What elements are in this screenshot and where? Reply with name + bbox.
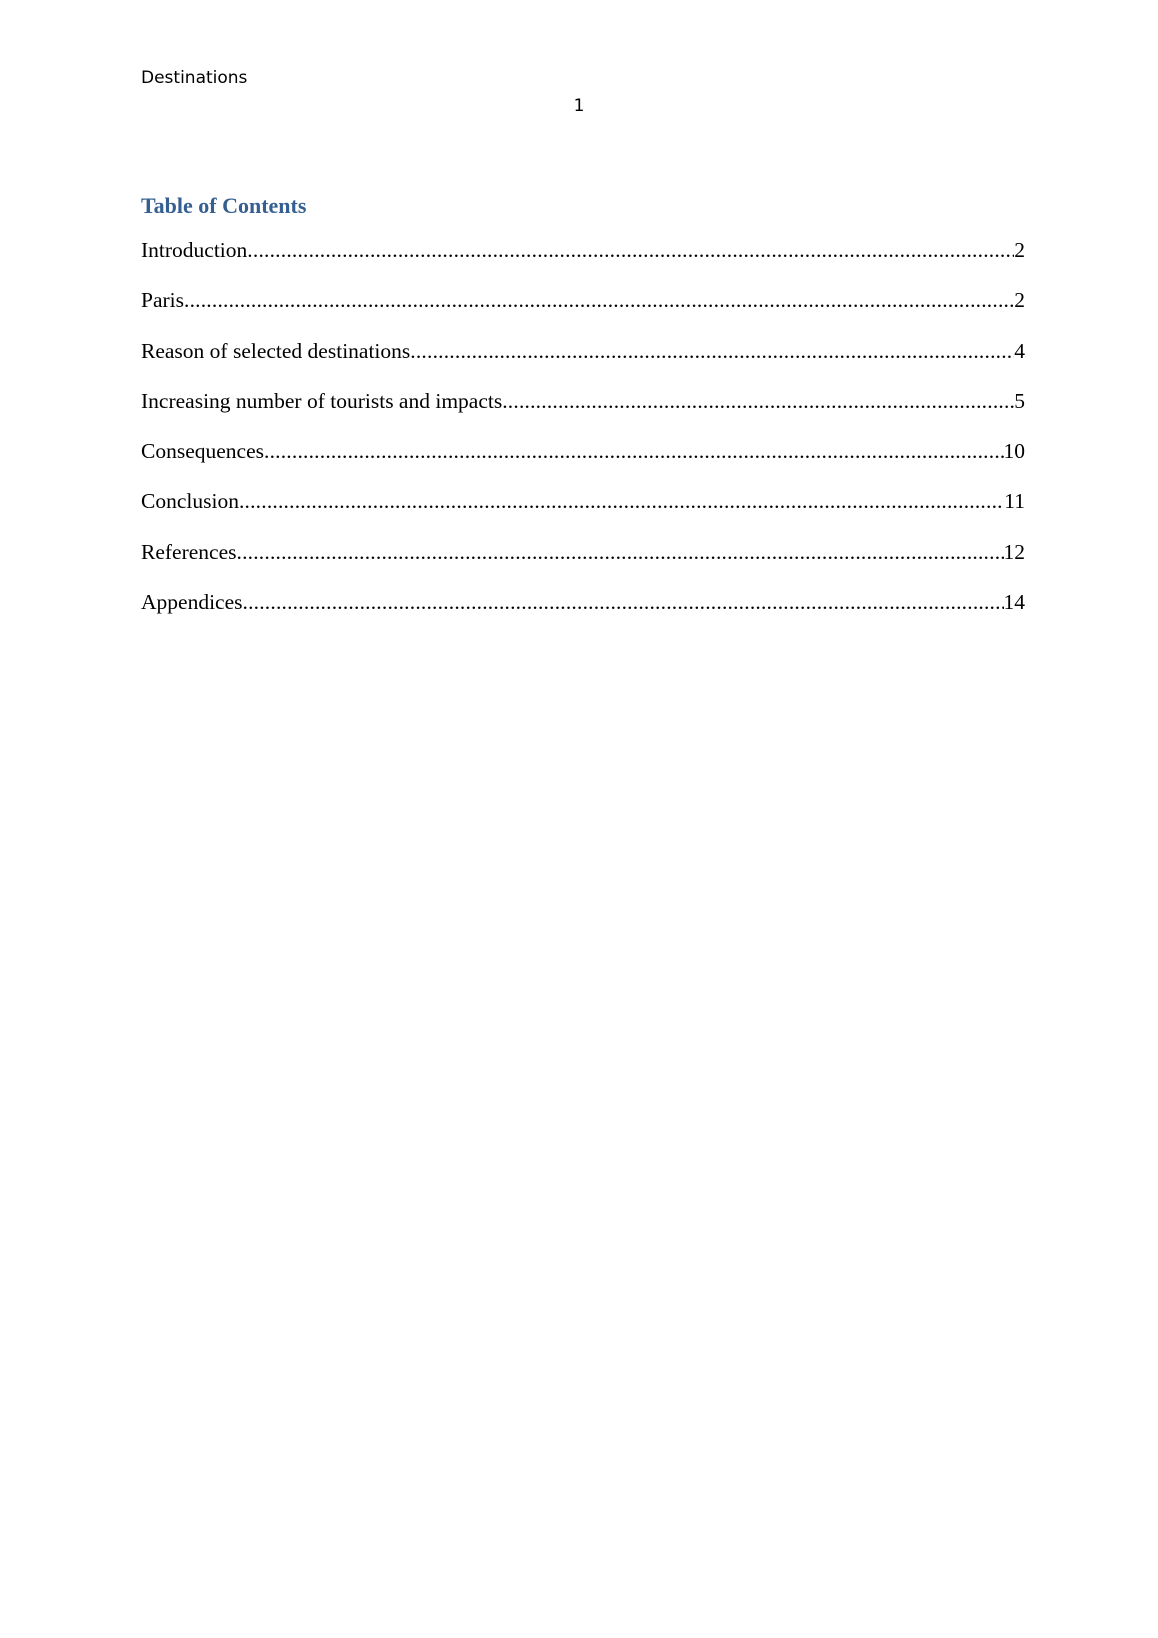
toc-entry-page: 14 [1003, 590, 1025, 615]
toc-entry-consequences[interactable] [141, 438, 1025, 488]
toc-entry-page: 2 [1014, 238, 1025, 262]
toc-entry-label: Consequences [141, 439, 264, 464]
toc-entry-label: Increasing number of tourists and impacts [141, 388, 503, 413]
toc-entry-page: 5 [1014, 388, 1025, 413]
toc-entry-page: 12 [1003, 539, 1025, 564]
toc-dot-leader [184, 287, 1014, 313]
toc-heading: Table of Contents [141, 193, 307, 218]
toc-dot-leader [243, 589, 1004, 615]
toc-entry-page: 11 [1004, 489, 1025, 514]
toc-entry-label: Introduction [141, 238, 248, 262]
toc-entry-label: Paris [141, 288, 184, 313]
toc-entry-appendices[interactable] [141, 589, 1025, 639]
toc-entry-introduction[interactable] [141, 237, 1025, 287]
running-header-title: Destinations [141, 68, 248, 88]
toc-dot-leader [502, 388, 1014, 414]
toc-dot-leader [247, 237, 1014, 263]
toc-entry-paris[interactable] [141, 287, 1025, 337]
toc-entry-references[interactable] [141, 539, 1025, 589]
toc-dot-leader [264, 438, 1004, 464]
toc-entry-conclusion[interactable] [141, 488, 1025, 538]
toc-entry-label: References [141, 539, 237, 564]
toc-entry-page: 10 [1003, 439, 1025, 464]
toc-entry-page: 4 [1014, 338, 1025, 363]
toc-dot-leader [237, 539, 1004, 565]
page-number: 1 [573, 96, 585, 116]
toc-entry-label: Conclusion [141, 489, 239, 514]
toc-entry-label: Reason of selected destinations [141, 338, 411, 363]
toc-list [141, 237, 1025, 639]
toc-entry-reason-of-selected-destinations[interactable] [141, 338, 1025, 388]
toc-dot-leader [410, 338, 1014, 364]
toc-entry-page: 2 [1014, 288, 1025, 313]
toc-entry-label: Appendices [141, 590, 243, 615]
toc-dot-leader [239, 488, 1004, 514]
toc-entry-increasing-number-of-tourists[interactable] [141, 388, 1025, 438]
